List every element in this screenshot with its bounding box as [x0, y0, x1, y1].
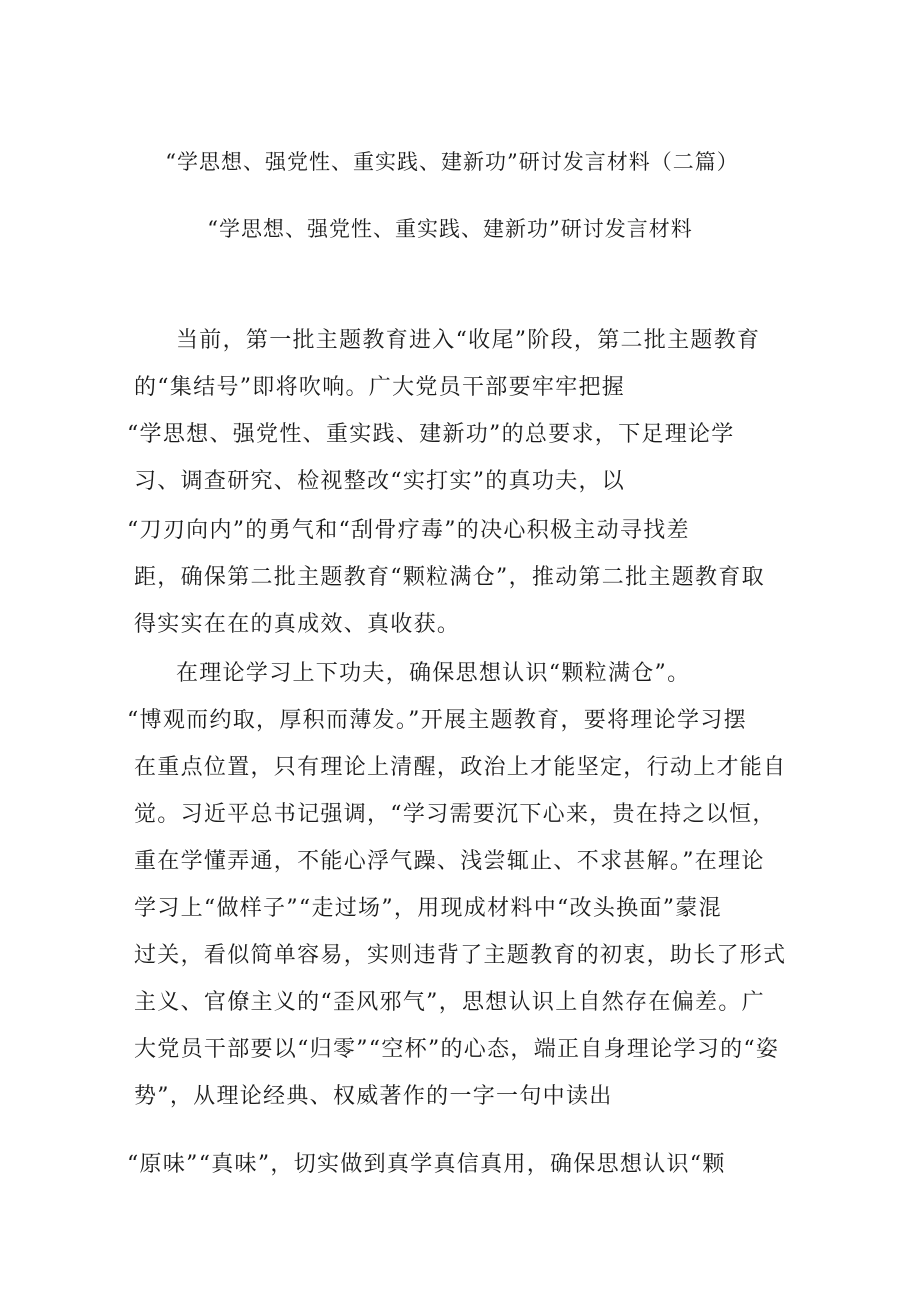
paragraph-line-13: 学习上“做样子”“走过场”，用现成材料中“改头换面”蒙混: [134, 896, 722, 921]
paragraph-line-10: 在重点位置，只有理论上清醒，政治上才能坚定，行动上才能自: [134, 755, 787, 780]
paragraph-line-6: 距，确保第二批主题教育“颗粒满仓”，推动第二批主题教育取: [134, 565, 765, 590]
paragraph-line-16: 大党员干部要以“归零”“空杯”的心态，端正自身理论学习的“姿: [134, 1037, 780, 1062]
paragraph-line-3: “学思想、强党性、重实践、建新功”的总要求，下足理论学: [127, 422, 735, 447]
paragraph-line-2: 的“集结号”即将吹响。广大党员干部要牢牢把握: [134, 375, 626, 400]
paragraph-line-5: “刀刃向内”的勇气和“刮骨疗毒”的决心积极主动寻找差: [127, 518, 690, 543]
paragraph-line-1: 当前，第一批主题教育进入“收尾”阶段，第二批主题教育: [176, 328, 761, 353]
paragraph-line-17: 势”，从理论经典、权威著作的一字一句中读出: [134, 1084, 613, 1109]
paragraph-line-7: 得实实在在的真成效、真收获。: [134, 612, 461, 637]
paragraph-line-8: 在理论学习上下功夫，确保思想认识“颗粒满仓”。: [176, 661, 691, 686]
paragraph-line-14: 过关，看似简单容易，实则违背了主题教育的初衷，助长了形式: [134, 943, 787, 968]
paragraph-line-9: “博观而约取，厚积而薄发。”开展主题教育，要将理论学习摆: [127, 708, 747, 733]
paragraph-line-11: 觉。习近平总书记强调，“学习需要沉下心来，贵在持之以恒，: [134, 802, 776, 827]
document-title: “学思想、强党性、重实践、建新功”研讨发言材料（二篇）: [165, 150, 739, 174]
paragraph-line-12: 重在学懂弄通，不能心浮气躁、浅尝辄止、不求甚解。”在理论: [134, 849, 765, 874]
document-subtitle: “学思想、强党性、重实践、建新功”研讨发言材料: [207, 217, 693, 241]
paragraph-line-4: 习、调查研究、检视整改“实打实”的真功夫，以: [134, 469, 626, 494]
paragraph-line-18: “原味”“真味”，切实做到真学真信真用，确保思想认识“颗: [127, 1152, 726, 1177]
paragraph-line-15: 主义、官僚主义的“歪风邪气”，思想认识上自然存在偏差。广: [134, 990, 765, 1015]
